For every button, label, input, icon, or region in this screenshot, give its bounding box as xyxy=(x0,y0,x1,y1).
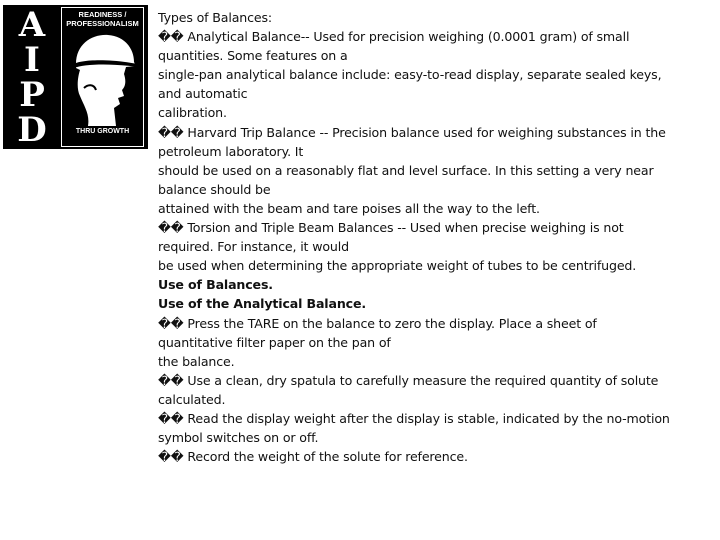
document-body xyxy=(158,8,698,466)
logo-letter-a: A xyxy=(18,4,46,45)
text-line: �� Record the weight of the solute for reference. xyxy=(158,449,468,465)
aipd-logo xyxy=(3,5,148,149)
text-line: �� Use a clean, dry spatula to carefully measure the required quantity of solute xyxy=(158,372,659,388)
text-line: single-pan analytical balance include: easy-to-read display, separate sealed keys, xyxy=(158,67,662,83)
logo-emblem-panel xyxy=(61,7,144,147)
text-line: should be used on a reasonably flat and level surface. In this setting a very near xyxy=(158,162,654,178)
text-line: calculated. xyxy=(158,391,226,407)
section-heading-types: Types of Balances: xyxy=(158,10,272,25)
text-line: balance should be xyxy=(158,181,271,197)
section-heading-use-of-balances: Use of Balances. xyxy=(158,277,273,293)
soldier-head-icon xyxy=(66,30,140,126)
text-line: �� Read the display weight after the display is stable, indicated by the no-motion xyxy=(158,410,670,426)
text-line: quantities. Some features on a xyxy=(158,48,348,64)
text-line: �� Press the TARE on the balance to zero the display. Place a sheet of xyxy=(158,315,597,331)
logo-letter-p: P xyxy=(19,74,45,115)
text-line: required. For instance, it would xyxy=(158,239,349,255)
text-line: calibration. xyxy=(158,105,227,121)
text-line: �� Analytical Balance-- Used for precision weighing (0.0001 gram) of small xyxy=(158,29,630,45)
text-line: �� Harvard Trip Balance -- Precision balance used for weighing substances in the xyxy=(158,124,666,140)
logo-top-text: READINESS / PROFESSIONALISM xyxy=(66,10,139,28)
text-line: symbol switches on or off. xyxy=(158,430,319,446)
text-line: be used when determining the appropriate weight of tubes to be centrifuged. xyxy=(158,258,637,274)
text-line: and automatic xyxy=(158,86,248,102)
logo-letter-d: D xyxy=(17,109,47,150)
text-line: quantitative filter paper on the pan of xyxy=(158,334,391,350)
logo-letter-i: I xyxy=(24,39,40,80)
section-heading-analytical-balance: Use of the Analytical Balance. xyxy=(158,296,366,312)
logo-bottom-text: THRU GROWTH xyxy=(75,128,130,135)
text-line: the balance. xyxy=(158,353,235,369)
text-line: attained with the beam and tare poises all the way to the left. xyxy=(158,200,540,216)
text-line: petroleum laboratory. It xyxy=(158,143,304,159)
text-line: �� Torsion and Triple Beam Balances -- Used when precise weighing is not xyxy=(158,220,624,236)
logo-letters xyxy=(9,4,55,150)
